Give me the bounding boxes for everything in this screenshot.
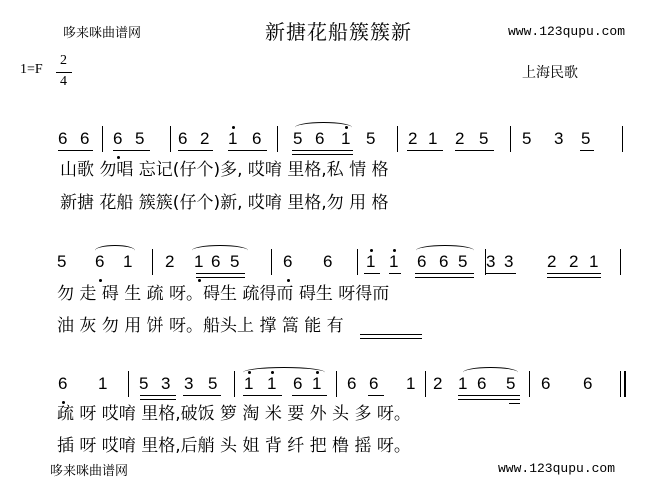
note-r1-10: 6 (315, 129, 325, 148)
note-r2-16: 3 (504, 252, 514, 271)
beam-r3-1 (140, 395, 176, 396)
high-octave-dot-1 (232, 126, 235, 129)
beam-r2-8 (547, 273, 601, 274)
note-r1-13: 2 (408, 129, 418, 148)
note-r1-11: 1 (341, 129, 351, 148)
footer-site-name: 哆来咪曲谱网 (50, 464, 129, 479)
beam-r1-8 (455, 150, 494, 151)
note-r1-8: 6 (252, 129, 262, 148)
note-r2-4: 2 (165, 252, 175, 271)
note-r2-1: 5 (57, 252, 67, 271)
note-r2-19: 1 (589, 252, 599, 271)
tie-r2-1 (95, 245, 135, 256)
song-title: 新搪花船簇簇新 (265, 20, 412, 44)
note-r3-17: 5 (506, 374, 516, 393)
beam-r1-5 (292, 150, 353, 151)
bar-line-r1-4 (397, 126, 398, 152)
bar-line-r1-2 (170, 126, 171, 152)
note-r3-16: 6 (477, 374, 487, 393)
note-r1-7: 1 (228, 129, 238, 148)
tie-r3-2 (463, 367, 518, 378)
note-r2-9: 6 (323, 252, 333, 271)
note-r1-17: 5 (522, 129, 532, 148)
note-r1-15: 2 (455, 129, 465, 148)
beam-r3-4 (243, 395, 282, 396)
note-r3-5: 3 (184, 374, 194, 393)
bar-line-r3-4 (425, 371, 426, 397)
bar-line-r2-2 (271, 249, 272, 275)
footer-site-url[interactable]: www.123qupu.com (498, 461, 616, 476)
beam-r2-6 (415, 277, 474, 278)
note-r2-3: 1 (123, 252, 133, 271)
note-r2-17: 2 (547, 252, 557, 271)
bar-line-r3-5 (529, 371, 530, 397)
note-r2-11: 1 (389, 252, 399, 271)
bar-line-r1-6 (622, 126, 623, 152)
note-r1-18: 3 (554, 129, 564, 148)
beam-r1-1 (58, 150, 93, 151)
bar-line-r3-3 (336, 371, 337, 397)
octave-dot-r2-2 (198, 279, 201, 282)
bar-line-r3-7 (624, 371, 626, 397)
note-r3-9: 6 (293, 374, 303, 393)
note-r1-2: 6 (80, 129, 90, 148)
beam-r3-5 (292, 395, 327, 396)
octave-dot-r2-1 (99, 279, 102, 282)
time-signature-line (56, 72, 72, 73)
note-r1-12: 5 (366, 129, 376, 148)
note-r3-1: 6 (58, 374, 68, 393)
note-r2-14: 5 (458, 252, 468, 271)
site-url[interactable]: www.123qupu.com (508, 24, 626, 39)
beam-r3-9 (509, 403, 520, 404)
note-r3-11: 6 (347, 374, 357, 393)
note-r3-7: 1 (244, 374, 254, 393)
note-r3-8: 1 (267, 374, 277, 393)
bar-line-r3-2 (234, 371, 235, 397)
beam-r1-9 (580, 150, 594, 151)
note-r2-15: 3 (486, 252, 496, 271)
high-octave-dot-3 (370, 249, 373, 252)
high-octave-dot-6 (271, 371, 274, 374)
beam-r1-4 (228, 150, 267, 151)
high-octave-dot-5 (248, 371, 251, 374)
bar-line-r2-3 (357, 249, 358, 275)
note-r3-10: 1 (312, 374, 322, 393)
site-name: 哆来咪曲谱网 (63, 26, 142, 41)
tie-r1-1 (295, 122, 352, 133)
beam-r2-7 (486, 273, 516, 274)
note-r2-6: 6 (211, 252, 221, 271)
note-r3-19: 6 (583, 374, 593, 393)
beam-r3-6 (368, 395, 384, 396)
beam-r2-5 (415, 273, 474, 274)
beam-r2-2 (196, 277, 245, 278)
note-r1-4: 5 (135, 129, 145, 148)
bar-line-r3-6 (620, 371, 621, 397)
tie-r2-2 (192, 245, 248, 256)
octave-dot-r1-1 (117, 156, 120, 159)
lyrics-row2-verse2: 油 灰 勿 用 饼 呀。船头上 撑 篙 能 有 (57, 316, 344, 336)
note-r3-3: 5 (139, 374, 149, 393)
note-r3-13: 1 (406, 374, 416, 393)
high-octave-dot-4 (393, 249, 396, 252)
note-r2-2: 6 (95, 252, 105, 271)
note-r1-9: 5 (293, 129, 303, 148)
note-r1-6: 2 (200, 129, 210, 148)
note-r2-13: 6 (439, 252, 449, 271)
bar-line-r1-5 (510, 126, 511, 152)
lyrics-row1-verse2: 新搪 花船 簇簇(仔个)新, 哎唷 里格,勿 用 格 (60, 193, 389, 213)
note-r2-10: 1 (366, 252, 376, 271)
beam-r3-7 (458, 395, 520, 396)
beam-r2-1 (196, 273, 245, 274)
note-r1-19: 5 (581, 129, 591, 148)
beam-r3-3 (183, 395, 221, 396)
lyrics-row2-verse1: 勿 走 碍 生 疏 呀。碍生 疏得而 碍生 呀得而 (57, 284, 390, 304)
lyrics-row1-verse1: 山歌 勿唱 忘记(仔个)多, 哎唷 里格,私 情 格 (60, 160, 389, 180)
bar-line-r2-4 (485, 249, 486, 275)
key-signature: 1=F (20, 62, 43, 77)
octave-dot-r2-3 (287, 279, 290, 282)
lyrics-row3-verse2: 插 呀 哎唷 里格,后艄 头 姐 背 纤 把 橹 摇 呀。 (57, 436, 411, 456)
high-octave-dot-2 (345, 126, 348, 129)
lyric-underline-1 (360, 334, 422, 335)
beam-r2-4 (389, 273, 401, 274)
beam-r1-6 (292, 154, 353, 155)
note-r1-14: 1 (428, 129, 438, 148)
note-r1-3: 6 (113, 129, 123, 148)
tie-r2-3 (416, 245, 474, 256)
beam-r2-9 (547, 277, 601, 278)
high-octave-dot-7 (316, 371, 319, 374)
beam-r1-3 (178, 150, 213, 151)
lyrics-row3-verse1: 疏 呀 哎唷 里格,破饭 箩 淘 米 要 外 头 多 呀。 (57, 404, 411, 424)
bar-line-r1-1 (102, 126, 103, 152)
lyric-underline-2 (360, 338, 422, 339)
beam-r3-2 (140, 399, 176, 400)
note-r1-1: 6 (58, 129, 68, 148)
note-r3-2: 1 (98, 374, 108, 393)
song-source: 上海民歌 (522, 65, 578, 81)
time-signature-top: 2 (60, 53, 67, 68)
note-r2-7: 5 (230, 252, 240, 271)
note-r1-16: 5 (479, 129, 489, 148)
tie-r3-1 (243, 367, 325, 378)
note-r3-15: 1 (458, 374, 468, 393)
time-signature-bottom: 4 (60, 74, 67, 89)
bar-line-r3-1 (128, 371, 129, 397)
bar-line-r2-1 (152, 249, 153, 275)
note-r3-14: 2 (433, 374, 443, 393)
bar-line-r2-5 (620, 249, 621, 275)
beam-r1-7 (407, 150, 443, 151)
note-r2-12: 6 (417, 252, 427, 271)
beam-r3-8 (458, 399, 520, 400)
beam-r1-2 (113, 150, 150, 151)
note-r2-8: 6 (283, 252, 293, 271)
note-r3-12: 6 (369, 374, 379, 393)
note-r3-18: 6 (541, 374, 551, 393)
note-r3-4: 3 (161, 374, 171, 393)
bar-line-r1-3 (277, 126, 278, 152)
beam-r2-3 (364, 273, 380, 274)
note-r2-5: 1 (194, 252, 204, 271)
note-r1-5: 6 (178, 129, 188, 148)
note-r3-6: 5 (208, 374, 218, 393)
note-r2-18: 2 (569, 252, 579, 271)
